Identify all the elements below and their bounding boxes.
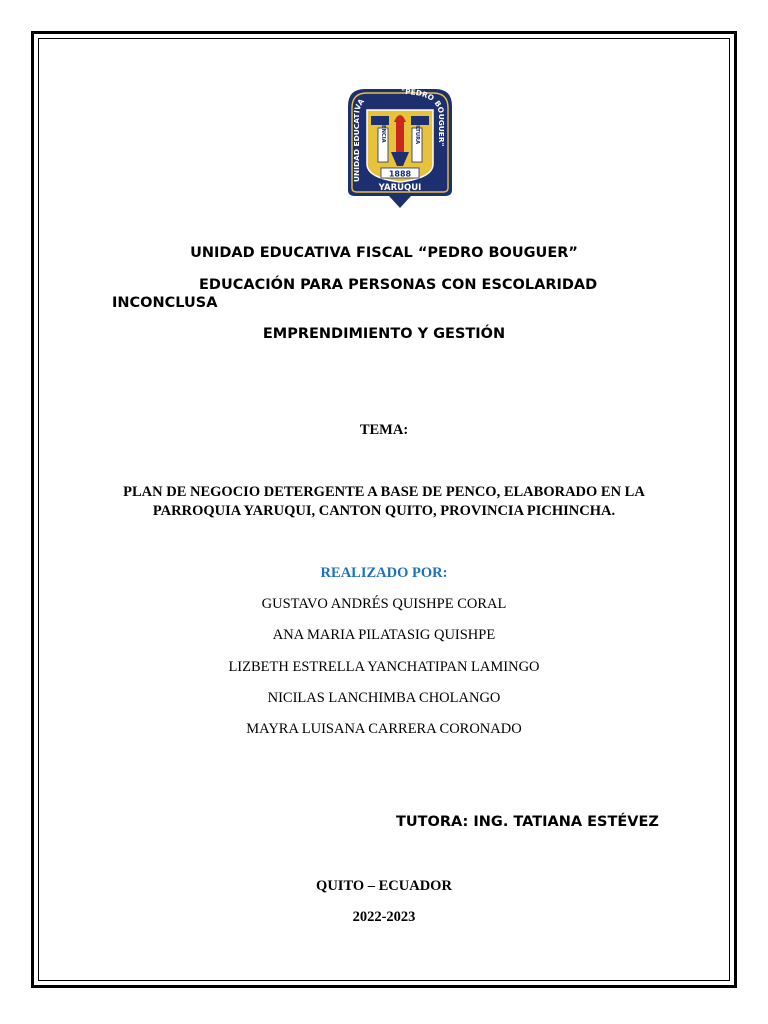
program-title-line1: EDUCACIÓN PARA PERSONAS CON ESCOLARIDAD [199,277,598,293]
institution-name: UNIDAD EDUCATIVA FISCAL “PEDRO BOUGUER” [190,245,578,261]
academic-year: 2022-2023 [352,909,416,925]
author-name: NICILAS LANCHIMBA CHOLANGO [267,690,501,706]
emblem-arc-left-text: UNIDAD EDUCATIVA [352,96,367,182]
emblem-yaruqui-text: YARUQUI [378,183,422,193]
topic-title-line1: PLAN DE NEGOCIO DETERGENTE A BASE DE PENCO, ELABORADO EN LA [123,484,645,500]
author-name: LIZBETH ESTRELLA YANCHATIPAN LAMINGO [228,659,540,675]
topic-title-line2: PARROQUIA YARUQUI, CANTON QUITO, PROVINCIA PICHINCHA. [152,503,616,519]
emblem-year-text: 1888 [388,169,412,179]
city-country: QUITO – ECUADOR [316,878,452,894]
emblem-ciencia-text: CIENCIA [380,119,386,143]
subject-name: EMPRENDIMIENTO Y GESTIÓN [262,326,506,342]
emblem-arc-right-text: "PEDRO BOUGUER" [401,86,446,147]
author-name: ANA MARIA PILATASIG QUISHPE [272,627,496,643]
author-name: GUSTAVO ANDRÉS QUISHPE CORAL [261,596,507,612]
author-name: MAYRA LUISANA CARRERA CORONADO [246,721,522,737]
emblem-cultura-text: CULTURA [414,117,420,145]
authors-label: REALIZADO POR: [320,565,448,581]
program-title-line2: INCONCLUSA [112,295,218,311]
tutor-name: TUTORA: ING. TATIANA ESTÉVEZ [396,814,659,830]
topic-label: TEMA: [359,422,409,438]
school-emblem-logo [345,86,455,210]
